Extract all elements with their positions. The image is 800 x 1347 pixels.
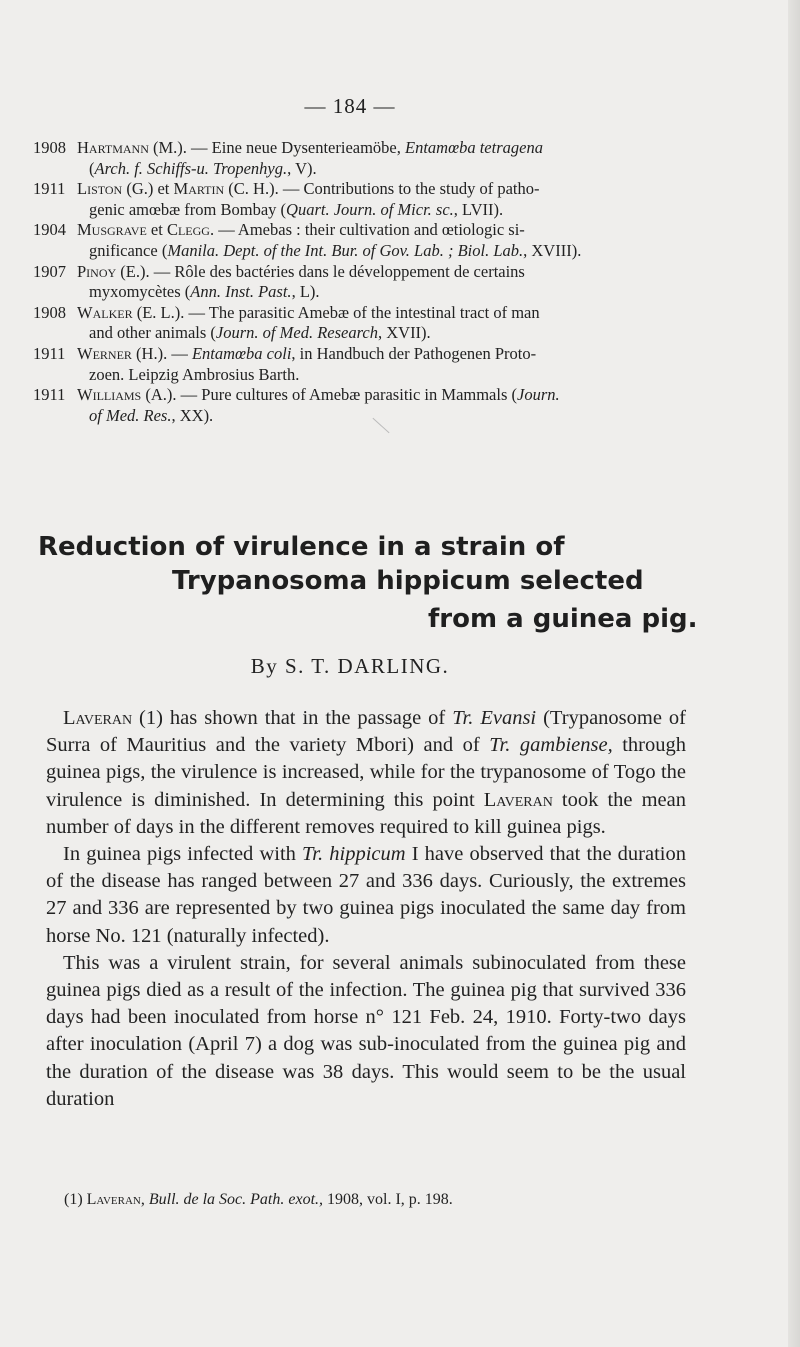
reference-continuation [89,406,683,427]
paragraph-3 [46,950,686,1113]
reference-continuation [89,159,683,180]
reference-text: (M.). — Eine neue Dysenterieamöbe, [148,138,405,157]
reference-author: Musgrave [77,220,147,240]
byline-author: S. T. DARLING. [284,654,450,678]
footnote-text: 1908, vol. I, p. 198. [323,1191,453,1208]
reference-cont-tail: , L). [291,282,320,302]
title-line-1: Reduction of virulence in a strain of [38,532,565,562]
reference-cont-italic: of Med. Res. [89,405,172,425]
reference-item [33,179,683,220]
paragraph-text: (1) has shown that in the passage of [132,707,453,729]
paragraph-text: I have observed that the duration of the disease has ranged between 27 and 336 days. Curiously, the extremes 27 and 336 are represented by two guinea pigs inoculated the same day from horse No. 121 (naturally infected). [46,843,686,947]
reference-year: 1911 [33,179,66,199]
reference-cont-tail: , LVII). [453,199,504,219]
reference-continuation [89,323,683,344]
reference-italic: Journ. [517,385,560,405]
reference-cont-italic: Quart. Journ. of Micr. sc. [286,199,454,219]
reference-author: Walker [77,302,133,322]
reference-continuation [89,241,683,262]
page-number: — 184 — [304,94,396,118]
footnote [64,1190,704,1210]
reference-year: 1911 [33,343,66,363]
reference-item [33,344,683,385]
paragraph-1 [46,705,686,841]
reference-year: 1904 [33,220,66,240]
page-edge [788,0,800,1347]
species-name: Tr. Evansi [452,707,537,729]
reference-author-2: Martin [173,179,225,199]
reference-text: (H.). — [131,343,192,363]
paragraph-text: through guinea pigs, the virulence is increased, while for the trypanosome of Togo the virulence is diminished. In determining this point [46,734,687,811]
reference-text: (E. L.). — The parasitic Amebæ of the intestinal tract of man [132,302,540,322]
reference-year: 1908 [33,138,66,157]
reference-cont-italic: Arch. f. Schiffs-u. Tropenhyg. [94,158,288,178]
footnote-author: Laveran, [86,1191,145,1208]
reference-cont-text: myxomycètes ( [89,282,191,302]
reference-cont-tail: , XVII). [377,323,431,343]
footnote-marker: (1) [64,1191,87,1208]
reference-cont-text: ( [89,158,95,178]
author-name: Laveran [63,707,133,729]
byline-prefix: By [250,654,285,678]
reference-text: et [146,220,167,240]
reference-cont-italic: Journ. of Med. Research [215,323,378,343]
reference-item [33,262,683,303]
reference-text: (E.). — Rôle des bactéries dans le développement de certains [116,261,525,281]
reference-tail: , in Handbuch der Pathogenen Proto- [291,343,537,363]
reference-cont-text: genic amœbæ from Bombay ( [89,199,287,219]
reference-cont-text: gnificance ( [89,240,168,260]
reference-text-2: (C. H.). — Contributions to the study of patho- [224,179,540,199]
reference-continuation [89,200,683,221]
reference-author: Hartmann [77,138,149,157]
footnote-journal: Bull. de la Soc. Path. exot., [144,1191,324,1208]
reference-text: (G.) et [122,179,174,199]
reference-text-2: . — Amebas : their cultivation and œtiologic si- [209,220,525,240]
reference-author-2: Clegg [166,220,210,240]
title-line-3: from a guinea pig. [428,604,698,634]
article-body [46,705,686,1113]
reference-year: 1907 [33,261,66,281]
reference-item [33,138,683,179]
reference-author: Williams [77,385,142,405]
reference-author: Liston [77,179,123,199]
reference-cont-tail: , V). [287,158,317,178]
paragraph-text: took the mean number of days in the different removes required to kill guinea pigs. [46,788,686,838]
reference-year: 1908 [33,302,66,322]
reference-list [33,138,683,426]
reference-item [33,303,683,344]
paragraph-text: (Trypanosome of Surra of Mauritius and the variety Mbori) and of [46,707,686,757]
reference-continuation [89,365,683,386]
reference-text: (A.). — Pure cultures of Amebæ parasitic in Mammals ( [141,385,518,405]
byline [0,654,700,679]
reference-cont-text: and other animals ( [89,323,216,343]
species-name: Tr. gambiense, [489,734,613,757]
reference-author: Werner [77,343,132,363]
reference-cont-tail: , XVIII). [523,240,582,260]
reference-year: 1911 [33,385,66,405]
reference-continuation [89,282,683,303]
paragraph-text: This was a virulent strain, for several animals subinoculated from these guinea pigs died as a result of the infection. The guinea pig that survived 336 days had been inoculated from horse n° 121 Feb. 24, 1910. Forty-two days after inoculation (April 7) a dog was sub-inoculated from the guinea pig and the duration of the disease was 38 days. This would seem to be the usual duration [46,951,686,1110]
reference-italic: Entamœba coli [191,343,292,363]
reference-cont-italic: Manila. Dept. of the Int. Bur. of Gov. Lab. ; Biol. Lab. [167,240,524,260]
author-name: Laveran [483,788,553,811]
paragraph-text: In guinea pigs infected with [63,843,303,866]
reference-item [33,220,683,261]
reference-item [33,385,683,426]
reference-cont-text: zoen. Leipzig Ambrosius Barth. [89,364,300,384]
title-line-2: Trypanosoma hippicum selected [172,566,644,596]
species-name: Tr. hippicum [302,843,406,866]
reference-cont-italic: Ann. Inst. Past. [190,282,292,302]
reference-author: Pinoy [77,261,117,281]
reference-italic: Entamœba tetragena [405,138,543,157]
paragraph-2 [46,841,686,950]
reference-cont-tail: , XX). [171,405,214,425]
